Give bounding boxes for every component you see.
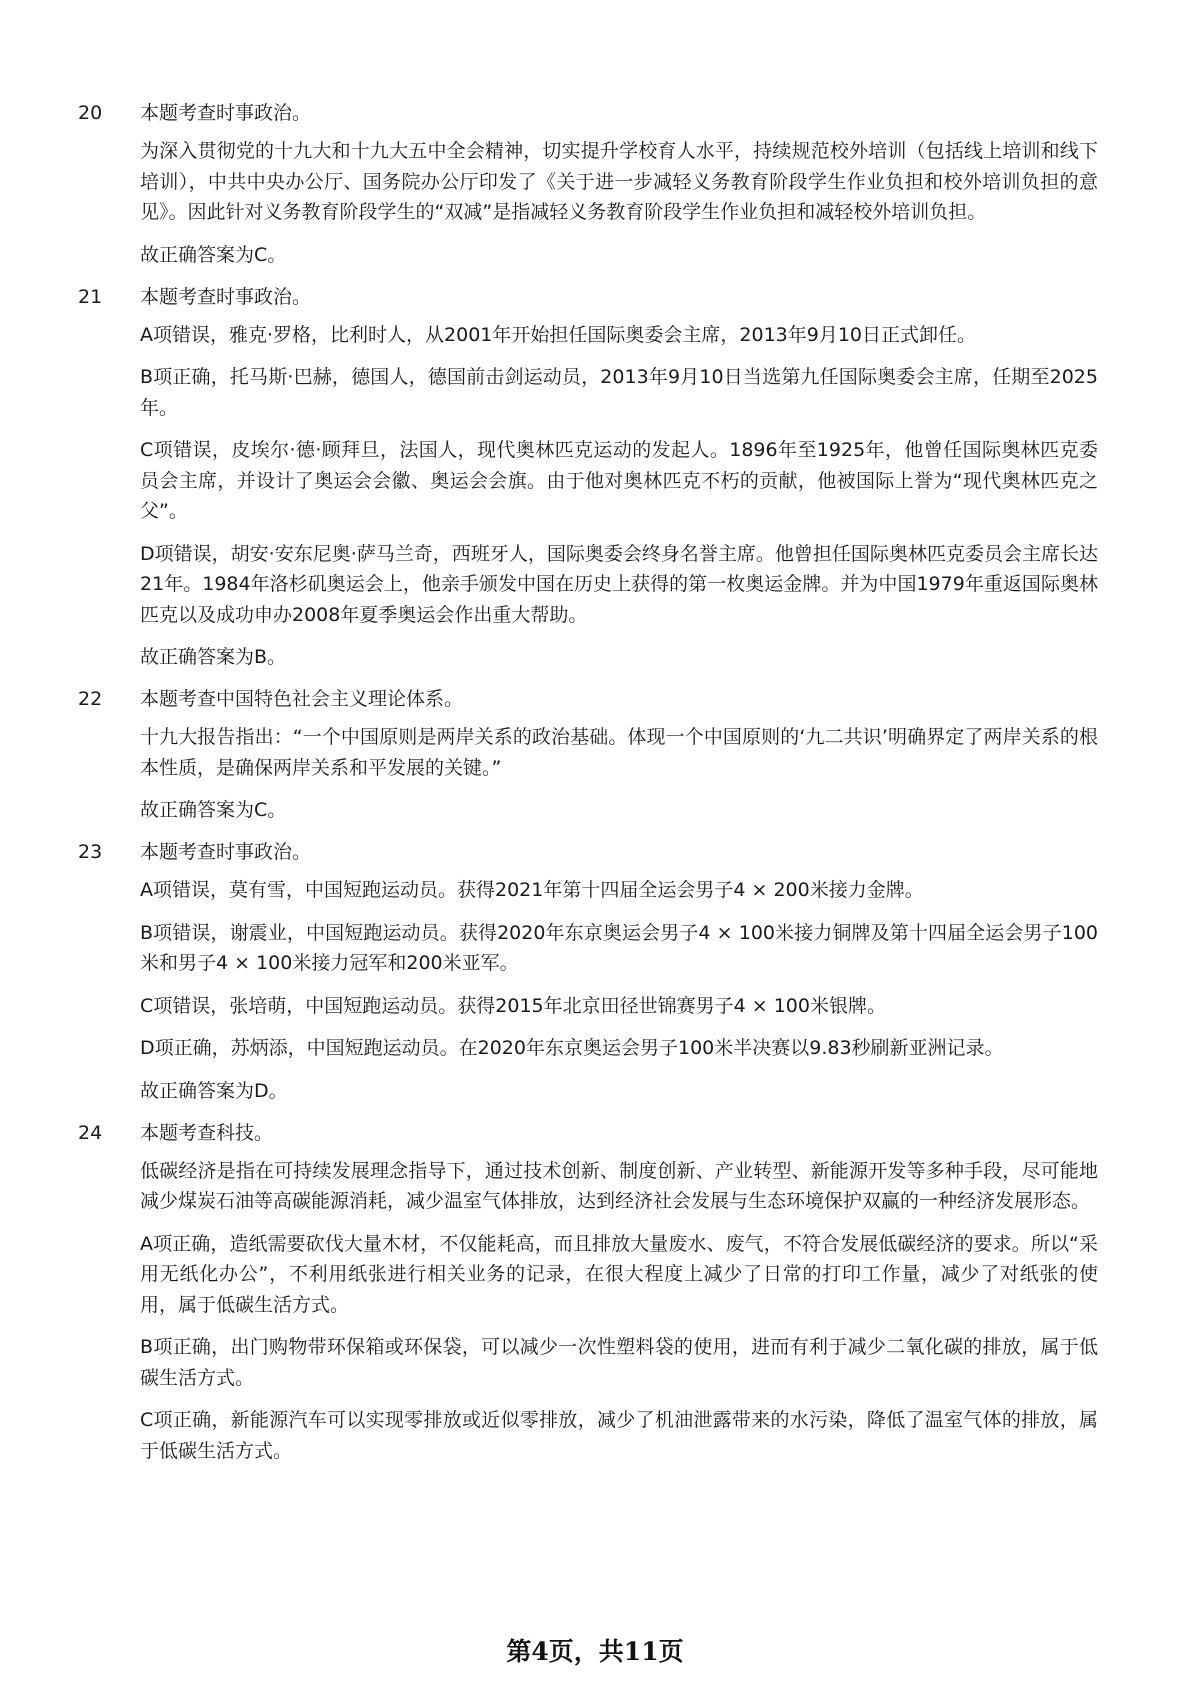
question-header [78,837,1098,867]
answer-line: 故正确答案为C。 [140,799,287,821]
answer-line: 故正确答案为C。 [140,243,287,266]
explanation-paragraph: 为深入贯彻党的十九大和十九大五中全会精神，切实提升学校育人水平，持续规范校外培训（包括线上培训和线下培训），中共中央办公厅、国务院办公厅印发了《关于进一步减轻义务教育阶段学生作业负担和校外培训负担的意见》。因此针对义务教育阶段学生的“双减”是指减轻义务教育阶段学生作业负担和减轻校外培训负担。 [140,140,1098,223]
question-list [78,98,1098,1478]
question-header [78,98,1098,128]
question-body [78,320,1098,673]
question-24 [78,1118,1098,1467]
option-a-explanation: A项正确，造纸需要砍伐大量木材，不仅能耗高，而且排放大量废水、废气，不符合发展低碳经济的要求。所以“采用无纸化办公”，不利用纸张进行相关业务的记录，在很大程度上减少了日常的打印工作量，减少了对纸张的使用，属于低碳生活方式。 [140,1232,1098,1316]
page-number-footer: 第4页，共11页 [506,1637,684,1666]
question-22 [78,684,1098,825]
explanation-paragraph: 低碳经济是指在可持续发展理念指导下，通过技术创新、制度创新、产业转型、新能源开发等多种手段，尽可能地减少煤炭石油等高碳能源消耗，减少温室气体排放，达到经济社会发展与生态环境保护双赢的一种经济发展形态。 [140,1159,1098,1212]
question-number: 22 [78,688,103,710]
option-c-explanation: C项错误，皮埃尔·德·顾拜旦，法国人，现代奥林匹克运动的发起人。1896年至1925年，他曾任国际奥林匹克委员会主席，并设计了奥运会会徽、奥运会会旗。由于他对奥林匹克不朽的贡献，他被国际上誉为“现代奥林匹克之父”。 [140,439,1098,522]
option-a-explanation: A项错误，雅克·罗格，比利时人，从2001年开始担任国际奥委会主席，2013年9月10日正式卸任。 [140,323,977,346]
question-header [78,1118,1098,1148]
option-b-explanation: B项正确，托马斯·巴赫，德国人，德国前击剑运动员，2013年9月10日当选第九任国际奥委会主席，任期至2025年。 [140,366,1098,419]
option-d-explanation: D项正确，苏炳添，中国短跑运动员。在2020年东京奥运会男子100米半决赛以9.83秒刷新亚洲记录。 [140,1037,1004,1059]
question-21 [78,282,1098,673]
explanation-paragraph: 十九大报告指出：“一个中国原则是两岸关系的政治基础。体现一个中国原则的‘九二共识’明确界定了两岸关系的根本性质，是确保两岸关系和平发展的关键。” [140,726,1098,779]
question-number: 24 [78,1121,103,1144]
question-body [78,1156,1098,1467]
question-topic: 本题考查时事政治。 [140,102,312,124]
question-topic: 本题考查时事政治。 [140,841,312,863]
question-topic: 本题考查中国特色社会主义理论体系。 [140,688,464,710]
option-b-explanation: B项正确，出门购物带环保箱或环保袋，可以减少一次性塑料袋的使用，进而有利于减少二氧化碳的排放，属于低碳生活方式。 [140,1336,1098,1389]
option-d-explanation: D项错误，胡安·安东尼奥·萨马兰奇，西班牙人，国际奥委会终身名誉主席。他曾担任国际奥林匹克委员会主席长达21年。1984年洛杉矶奥运会上，他亲手颁发中国在历史上获得的第一枚奥运金牌。并为中国1979年重返国际奥林匹克以及成功申办2008年夏季奥运会作出重大帮助。 [140,542,1098,626]
question-number: 20 [78,102,103,124]
option-b-explanation: B项错误，谢震业，中国短跑运动员。获得2020年东京奥运会男子4 × 100米接力铜牌及第十四届全运会男子100米和男子4 × 100米接力冠军和200米亚军。 [140,921,1098,974]
answer-line: 故正确答案为D。 [140,1079,288,1102]
question-header [78,684,1098,714]
option-a-explanation: A项错误，莫有雪，中国短跑运动员。获得2021年第十四届全运会男子4 × 200米接力金牌。 [140,879,924,901]
question-20 [78,98,1098,270]
option-c-explanation: C项正确，新能源汽车可以实现零排放或近似零排放，减少了机油泄露带来的水污染，降低了温室气体的排放，属于低碳生活方式。 [140,1409,1098,1462]
question-body [78,722,1098,825]
question-topic: 本题考查科技。 [140,1121,274,1144]
question-topic: 本题考查时事政治。 [140,285,312,308]
answer-line: 故正确答案为B。 [140,646,287,668]
option-c-explanation: C项错误，张培萌，中国短跑运动员。获得2015年北京田径世锦赛男子4 × 100米银牌。 [140,994,886,1017]
question-23 [78,837,1098,1106]
question-header [78,282,1098,312]
question-body [78,136,1098,270]
question-number: 21 [78,285,103,308]
question-number: 23 [78,841,103,863]
question-body [78,875,1098,1106]
